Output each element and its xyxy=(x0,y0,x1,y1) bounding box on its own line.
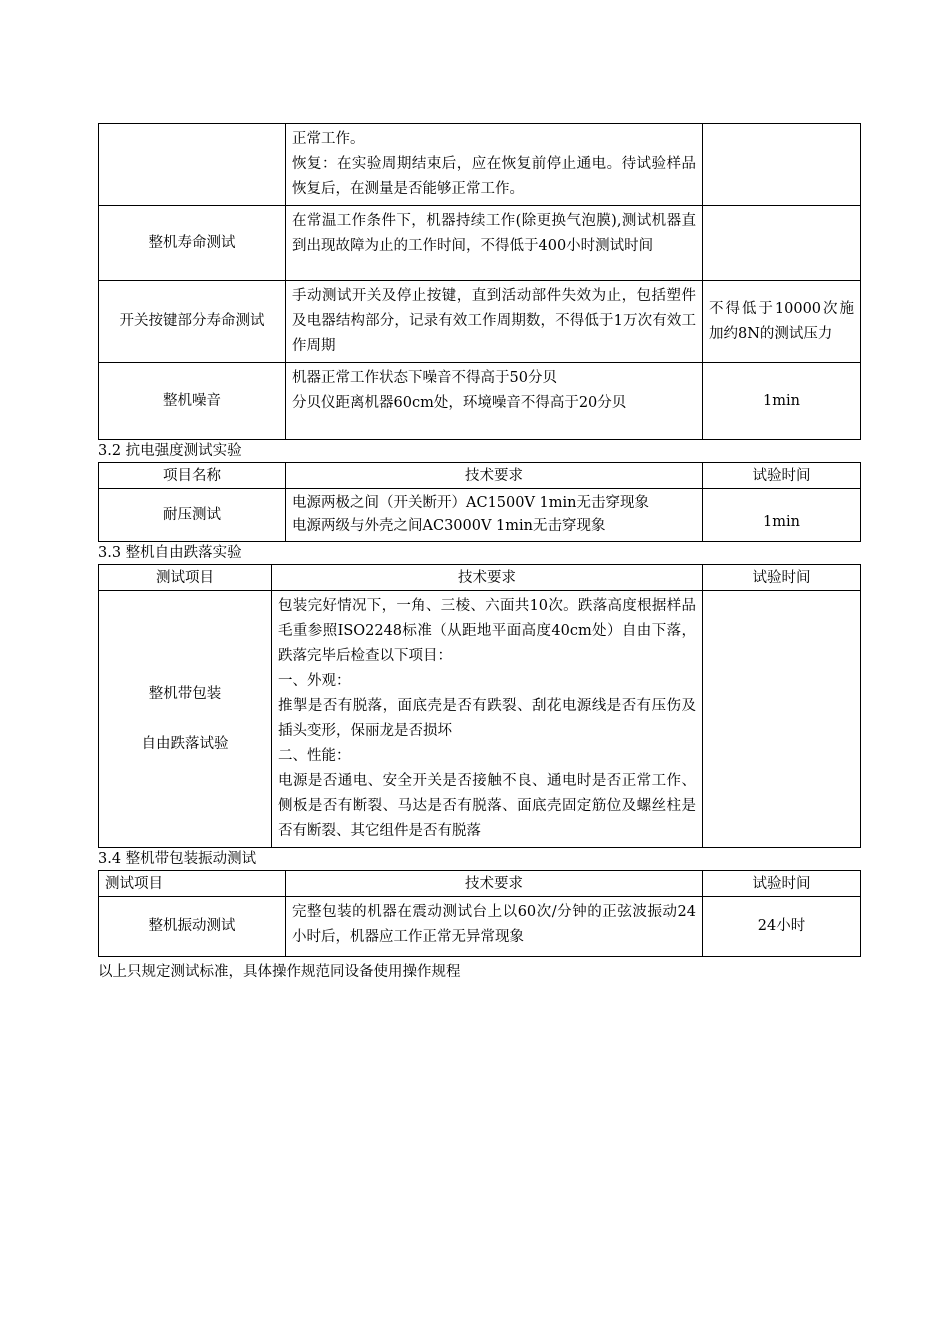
time-cell xyxy=(703,206,861,281)
table-row xyxy=(99,206,861,281)
column-header: 技术要求 xyxy=(286,871,703,897)
requirement-cell: 机器正常工作状态下噪音不得高于50分贝 分贝仪距离机器60cm处，环境噪音不得高于20分贝 xyxy=(286,363,703,440)
requirement-cell: 电源两极之间（开关断开）AC1500V 1min无击穿现象 电源两级与外壳之间AC3000V 1min无击穿现象 xyxy=(286,489,703,542)
requirement-cell: 手动测试开关及停止按键，直到活动部件失效为止，包括塑件及电器结构部分，记录有效工作周期数，不得低于1万次有效工作周期 xyxy=(286,281,703,363)
column-header: 技术要求 xyxy=(286,463,703,489)
item-name-cell: 整机寿命测试 xyxy=(99,206,286,281)
time-cell: 24小时 xyxy=(703,897,861,957)
item-name-cell: 耐压测试 xyxy=(99,489,286,542)
time-cell: 1min xyxy=(703,363,861,440)
section-title: 3.2 抗电强度测试实验 xyxy=(98,443,242,459)
table-row xyxy=(99,363,861,440)
requirement-cell: 包装完好情况下，一角、三棱、六面共10次。跌落高度根据样品毛重参照ISO2248标准（从距地平面高度40cm处）自由下落，跌落完毕后检查以下项目： 一、外观： 推掣是否有脱落，面底壳是否有跌裂、刮花电源线是否有压伤及插头变形，保丽龙是否损坏 二、性能： 电源是否通电、安全开关是否接触不良、通电时是否正常工作、侧板是否有断裂、马达是否有脱落、面底壳固定筋位及螺丝柱是否有断裂、其它组件是否有脱落 xyxy=(272,591,703,848)
column-header: 试验时间 xyxy=(703,565,861,591)
column-header: 测试项目 xyxy=(99,871,286,897)
time-cell xyxy=(703,124,861,206)
column-header: 测试项目 xyxy=(99,565,272,591)
section-title: 3.3 整机自由跌落实验 xyxy=(98,545,242,561)
item-name-cell xyxy=(99,124,286,206)
section-title: 3.4 整机带包装振动测试 xyxy=(98,851,257,867)
table-row xyxy=(99,489,861,542)
footer-note: 以上只规定测试标准，具体操作规范同设备使用操作规程 xyxy=(98,964,461,980)
column-header: 技术要求 xyxy=(272,565,703,591)
dielectric-strength-table xyxy=(98,462,861,542)
item-name-cell: 开关按键部分寿命测试 xyxy=(99,281,286,363)
requirement-cell: 正常工作。 恢复：在实验周期结束后，应在恢复前停止通电。待试验样品恢复后，在测量是否能够正常工作。 xyxy=(286,124,703,206)
column-header: 试验时间 xyxy=(703,871,861,897)
test-table-continued xyxy=(98,123,861,440)
table-row xyxy=(99,124,861,206)
item-name-cell: 整机振动测试 xyxy=(99,897,286,957)
document-page xyxy=(98,123,860,983)
table-row xyxy=(99,281,861,363)
table-header-row xyxy=(99,565,861,591)
time-cell: 不得低于10000次施加约8N的测试压力 xyxy=(703,281,861,363)
time-cell xyxy=(703,591,861,848)
table-row xyxy=(99,897,861,957)
table-header-row xyxy=(99,871,861,897)
requirement-cell: 在常温工作条件下，机器持续工作(除更换气泡膜),测试机器直到出现故障为止的工作时间，不得低于400小时测试时间 xyxy=(286,206,703,281)
item-name-cell: 整机带包装 自由跌落试验 xyxy=(99,591,272,848)
time-cell: 1min xyxy=(703,489,861,542)
table-row xyxy=(99,591,861,848)
table-header-row xyxy=(99,463,861,489)
drop-test-table xyxy=(98,564,861,848)
requirement-cell: 完整包装的机器在震动测试台上以60次/分钟的正弦波振动24小时后，机器应工作正常无异常现象 xyxy=(286,897,703,957)
column-header: 项目名称 xyxy=(99,463,286,489)
column-header: 试验时间 xyxy=(703,463,861,489)
vibration-test-table xyxy=(98,870,861,957)
item-name-cell: 整机噪音 xyxy=(99,363,286,440)
